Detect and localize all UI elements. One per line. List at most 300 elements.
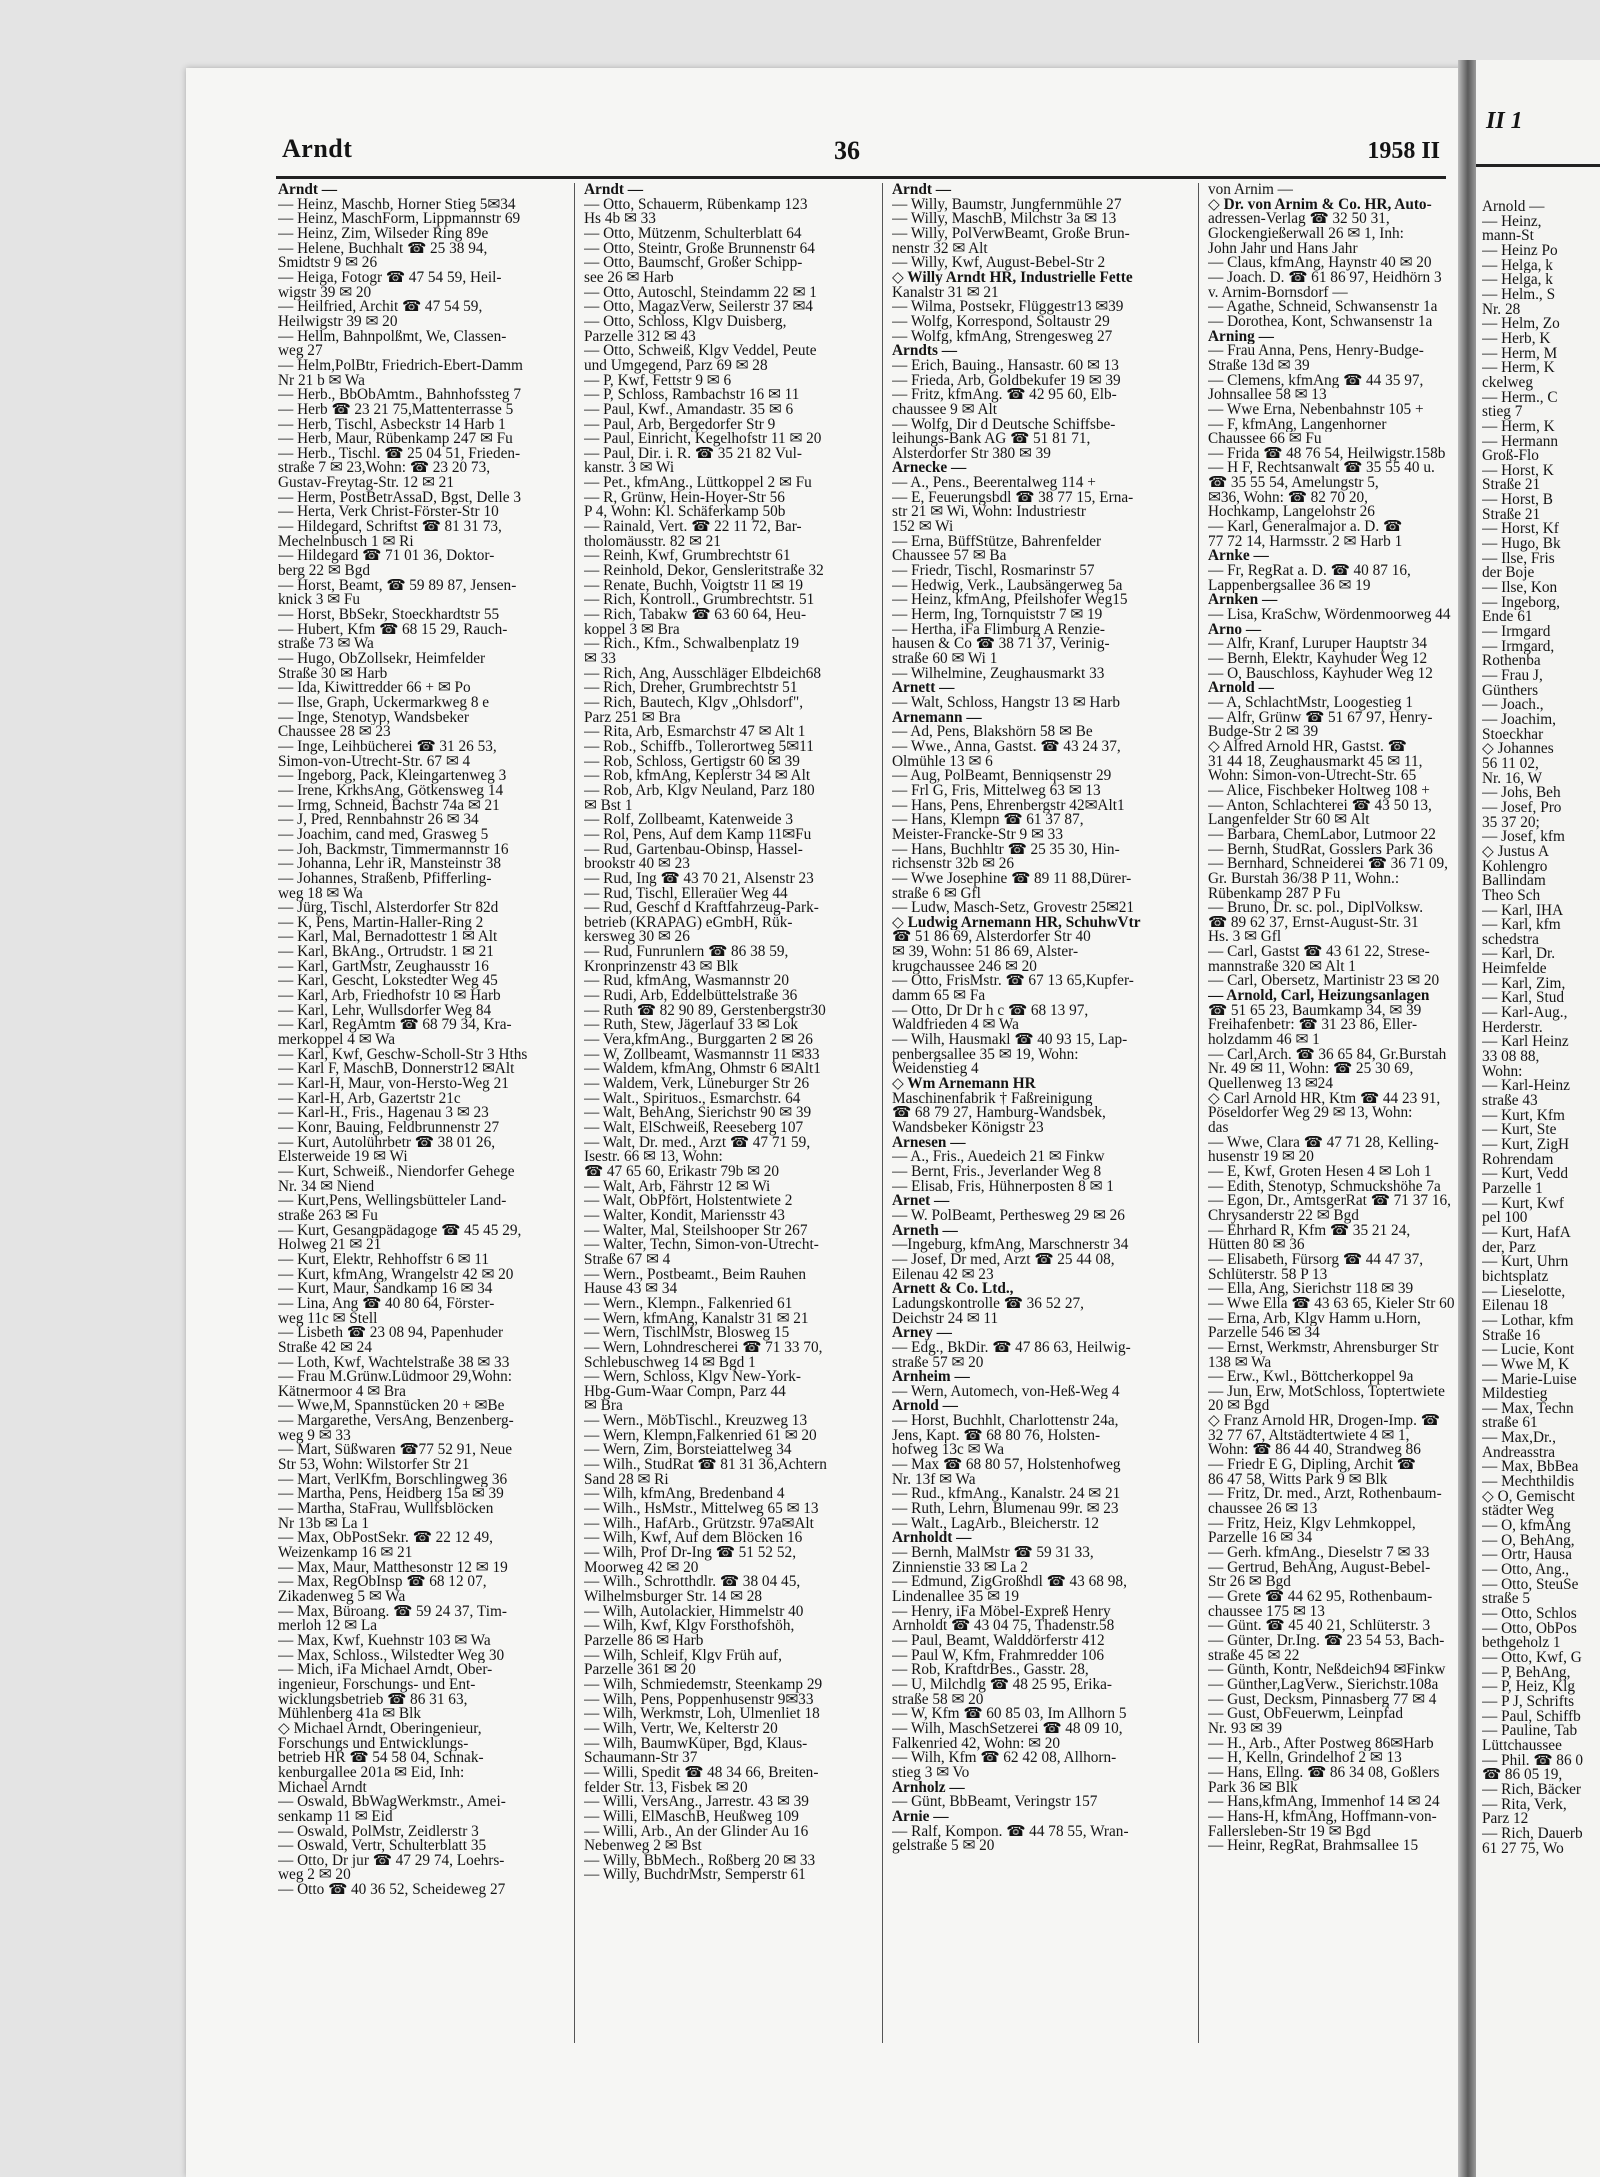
directory-entry: — Rudi, Arb, Eddelbüttelstraße 36 — [584, 989, 798, 1004]
directory-entry: Nr. 93 ✉ 39 — [1208, 1721, 1283, 1737]
directory-entry: — A, SchlachtMstr, Loogestieg 1 — [1208, 695, 1414, 711]
directory-entry: — Rob, Arb, Klgv Neuland, Parz 180 — [584, 783, 815, 799]
directory-entry: — Wilh, Kwf, Klgv Forsthofshöh, — [584, 1619, 795, 1634]
directory-entry: von Arnim — — [1208, 183, 1293, 198]
directory-entry: — Oswald, Vertr, Schulterblatt 35 — [278, 1839, 487, 1854]
directory-entry: Stoeckhar — [1482, 727, 1544, 743]
next-page-edge — [1476, 60, 1600, 2177]
directory-entry: — Erna, BüffStütze, Bahrenfelder — [892, 534, 1102, 550]
directory-entry: — Rich, Bautech, Klgv „Ohlsdorf", — [584, 695, 804, 711]
directory-entry: — Rud, Funrunlern ☎ 86 38 59, — [584, 945, 789, 960]
directory-entry: — Wilh, Kwf, Auf dem Blöcken 16 — [584, 1531, 803, 1547]
directory-entry: 77 72 14, Harmsstr. 2 ✉ Harb 1 — [1208, 534, 1403, 550]
directory-entry: — Ortr, Hausa — [1482, 1548, 1572, 1564]
directory-entry: — Helm, Zo — [1482, 317, 1560, 332]
directory-entry: — Walt, ObPfört, Holstentwiete 2 — [584, 1194, 793, 1209]
directory-entry: — Günther,LagVerw., Sierichstr.108a — [1208, 1677, 1439, 1693]
directory-entry: — Horst, B — [1482, 493, 1553, 508]
directory-entry: — W. PolBeamt, Perthesweg 29 ✉ 26 — [892, 1208, 1125, 1224]
directory-entry: — Otto, Autoschl, Steindamm 22 ✉ 1 — [584, 285, 817, 301]
directory-entry: — Otto, Kwf, G — [1482, 1650, 1582, 1666]
directory-entry: ◇ Alfred Arnold HR, Gastst. ☎ — [1208, 739, 1407, 755]
directory-entry: — Edith, Stenotyp, Schmuckshöhe 7a — [1208, 1179, 1441, 1195]
directory-entry: — Ruth, Stew, Jägerlauf 33 ✉ Lok — [584, 1018, 799, 1034]
directory-entry: — Martha, StaFrau, Wullfsblöcken — [278, 1502, 494, 1517]
directory-entry: — Mechthildis — [1482, 1475, 1575, 1490]
directory-entry: — O, Bauschloss, Kayhuder Weg 12 — [1208, 666, 1433, 682]
directory-entry: — Kurt, Uhrn — [1482, 1255, 1569, 1270]
directory-entry: — Hertha, iFa Flimburg A Renzie- — [892, 622, 1105, 638]
directory-entry: — Otto, FrisMstr. ☎ 67 13 65,Kupfer- — [892, 974, 1134, 990]
directory-entry: — Herb ☎ 23 21 75,Mattenterrasse 5 — [278, 402, 514, 418]
page-header — [186, 134, 1464, 178]
directory-entry: — Herb, Tischl, Asbeckstr 14 Harb 1 — [278, 417, 506, 433]
directory-entry: koppel 3 ✉ Bra — [584, 622, 680, 638]
directory-entry: gelstraße 5 ✉ 20 — [892, 1839, 995, 1854]
directory-entry: — Ernst, Werkmstr, Ahrensburger Str — [1208, 1340, 1439, 1356]
directory-entry: — Edg., BkDir. ☎ 47 86 63, Heilwig- — [892, 1340, 1131, 1356]
directory-entry: — Willy, Kwf, August-Bebel-Str 2 — [892, 256, 1106, 271]
directory-entry: ☎ 68 79 27, Hamburg-Wandsbek, — [892, 1106, 1106, 1121]
directory-entry: — Horst, K — [1482, 463, 1554, 479]
directory-entry: — Gertrud, BehAng, August-Bebel- — [1208, 1560, 1431, 1576]
directory-entry: — Helm,PolBtr, Friedrich-Ebert-Damm — [278, 358, 523, 374]
directory-entry: Fallersleben-Str 19 ✉ Bgd — [1208, 1824, 1371, 1840]
directory-entry: — Bernhard, Schneiderei ☎ 36 71 09, — [1208, 857, 1448, 872]
directory-entry: — Josef, Pro — [1482, 800, 1562, 816]
directory-entry: Nr. 49 ✉ 11, Wohn: ☎ 25 30 69, — [1208, 1062, 1414, 1078]
directory-entry: Eilenau 18 — [1482, 1299, 1548, 1314]
directory-entry: Wilhelmsburger Str. 14 ✉ 28 — [584, 1590, 763, 1605]
directory-entry: Mühlenberg 41a ✉ Blk — [278, 1707, 421, 1722]
directory-entry: Arnett & Co. Ltd., — [892, 1282, 1014, 1297]
directory-entry: — O, BehAng, — [1482, 1533, 1575, 1549]
directory-entry: Chrysanderstr 22 ✉ Bgd — [1208, 1208, 1359, 1224]
directory-entry: Arnholdt ☎ 43 04 75, Thadenstr.58 — [892, 1619, 1115, 1634]
directory-entry: — Herm., C — [1482, 390, 1558, 406]
directory-entry: — Herb, Maur, Rübenkamp 247 ✉ Fu — [278, 432, 513, 447]
directory-entry: Michael Arndt — [278, 1780, 367, 1796]
directory-entry: Arnett — — [892, 681, 955, 696]
directory-entry: — Paul, Beamt, Walddörferstr 412 — [892, 1633, 1105, 1649]
directory-entry: — Kurt, Autolührbetr ☎ 38 01 26, — [278, 1135, 496, 1151]
directory-entry: — Wilh, MaschSetzerei ☎ 48 09 10, — [892, 1721, 1123, 1737]
directory-entry: ☎ 51 86 69, Alsterdorfer Str 40 — [892, 930, 1091, 946]
directory-entry: Johnsallee 58 ✉ 13 — [1208, 388, 1327, 403]
directory-entry: — Ralf, Kompon. ☎ 44 78 55, Wran- — [892, 1824, 1129, 1840]
directory-entry: pel 100 — [1482, 1211, 1528, 1226]
directory-entry: — Herm, PostBetrAssaD, Bgst, Delle 3 — [278, 490, 522, 506]
directory-entry: — Wilh, Kfm ☎ 62 42 08, Allhorn- — [892, 1751, 1117, 1766]
directory-entry: — Max, Techn — [1482, 1401, 1574, 1417]
directory-entry: straße 43 — [1482, 1094, 1538, 1109]
directory-entry: — Max,Dr., — [1482, 1431, 1556, 1446]
directory-entry: — Anton, Schlachterei ☎ 43 50 13, — [1208, 798, 1432, 814]
directory-entry: — Johanna, Lehr iR, Mansteinstr 38 — [278, 857, 502, 872]
directory-entry: tholomäusstr. 82 ✉ 21 — [584, 534, 721, 550]
directory-entry: straße 58 ✉ 20 — [892, 1692, 984, 1708]
directory-entry: — Willi, ElMaschB, Heußweg 109 — [584, 1809, 799, 1825]
directory-entry: — Helm., S — [1482, 287, 1556, 303]
directory-entry: — Josef, Dr med, Arzt ☎ 25 44 08, — [892, 1252, 1115, 1268]
directory-entry: — Karl, Mal, Bernadottestr 1 ✉ Alt — [278, 930, 498, 946]
directory-entry: Gr. Burstah 36/38 P 11, Wohn.: — [1208, 871, 1400, 887]
directory-entry: der Boje — [1482, 566, 1535, 582]
directory-entry: — Walt, ElSchweiß, Reeseberg 107 — [584, 1121, 804, 1136]
directory-entry: — P, Kwf, Fettstr 9 ✉ 6 — [584, 373, 732, 389]
directory-entry: — Max ☎ 68 80 57, Holstenhofweg — [892, 1458, 1121, 1473]
directory-entry: — Wilh, Werkmstr, Loh, Ulmenliet 18 — [584, 1707, 820, 1722]
directory-entry: — Wilh, Pens, Poppenhusenstr 9✉33 — [584, 1692, 814, 1708]
directory-entry: husenstr 19 ✉ 20 — [1208, 1150, 1314, 1165]
directory-entry: Nr 21 b ✉ Wa — [278, 373, 365, 389]
directory-entry: ☎ 89 62 37, Ernst-August-Str. 31 — [1208, 915, 1419, 931]
directory-entry: — Wilh, Schleif, Klgv Früh auf, — [584, 1648, 782, 1664]
directory-entry: — Karl, Arb, Friedhofstr 10 ✉ Harb — [278, 989, 501, 1004]
directory-entry: — Karl-H, Arb, Gazertstr 21c — [278, 1091, 461, 1107]
directory-entry: — Max, Kwf, Kuehnstr 103 ✉ Wa — [278, 1633, 491, 1649]
directory-entry: — Frau Anna, Pens, Henry-Budge- — [1208, 344, 1424, 359]
directory-entry: — Wilh., Schrotthdlr. ☎ 38 04 45, — [584, 1575, 801, 1590]
directory-entry: Arnold — — [892, 1399, 958, 1415]
directory-entry: — Paul, Kwf., Amandastr. 35 ✉ 6 — [584, 402, 794, 418]
directory-entry: — Wern, Lohndrescherei ☎ 71 33 70, — [584, 1340, 823, 1356]
directory-entry: — Carl, Obersetz, Martinistr 23 ✉ 20 — [1208, 974, 1440, 990]
directory-entry: — Herm, K — [1482, 419, 1555, 435]
directory-entry: — Vera,kfmAng., Burggarten 2 ✉ 26 — [584, 1033, 813, 1048]
directory-entry: Waldfrieden 4 ✉ Wa — [892, 1018, 1019, 1034]
directory-entry: — Willi, VersAng., Jarrestr. 43 ✉ 39 — [584, 1795, 809, 1810]
directory-entry: — Rita, Verk, — [1482, 1797, 1567, 1813]
directory-entry: ◇ Ludwig Arnemann HR, SchuhwVtr — [892, 915, 1141, 931]
directory-entry: Arning — — [1208, 329, 1274, 345]
directory-entry: — Jürg, Tischl, Alsterdorfer Str 82d — [278, 901, 499, 916]
directory-entry: — Heinz Po — [1482, 243, 1558, 259]
directory-entry: ◇ Michael Arndt, Oberingenieur, — [278, 1721, 482, 1737]
directory-entry: — Wwe Ella ☎ 43 63 65, Kieler Str 60 — [1208, 1296, 1454, 1312]
directory-entry: damm 65 ✉ Fa — [892, 989, 986, 1004]
directory-entry: — H F, Rechtsanwalt ☎ 35 55 40 u. — [1208, 461, 1435, 477]
directory-entry: leihungs-Bank AG ☎ 51 81 71, — [892, 432, 1091, 447]
directory-entry: Moorweg 42 ✉ 20 — [584, 1560, 699, 1576]
directory-entry: — Kurt, Kwf — [1482, 1196, 1564, 1212]
directory-entry: — Willy, BuchdrMstr, Semperstr 61 — [584, 1868, 806, 1884]
directory-entry: Parzelle 86 ✉ Harb — [584, 1633, 704, 1649]
directory-entry: — Karl, BkAng., Ortrudstr. 1 ✉ 21 — [278, 945, 494, 960]
directory-entry: Weizenkamp 16 ✉ 21 — [278, 1546, 413, 1561]
directory-entry: — Lisbeth ☎ 23 08 94, Papenhuder — [278, 1326, 504, 1341]
column-2 — [584, 183, 872, 2043]
directory-entry: — Pauline, Tab — [1482, 1724, 1578, 1739]
directory-entry: — Phil. ☎ 86 0 — [1482, 1753, 1584, 1769]
directory-entry: ☎ 51 65 23, Baumkamp 34, ✉ 39 — [1208, 1003, 1422, 1019]
directory-entry: — Alfr, Kranf, Luruper Hauptstr 34 — [1208, 637, 1428, 652]
directory-entry: Straße 16 — [1482, 1328, 1541, 1344]
directory-entry: — Herb, K — [1482, 331, 1551, 347]
directory-entry: Hs 4b ✉ 33 — [584, 212, 656, 227]
directory-entry: — Rita, Arb, Esmarchstr 47 ✉ Alt 1 — [584, 725, 806, 740]
directory-entry: — Günter, Dr.Ing. ☎ 23 54 53, Bach- — [1208, 1633, 1445, 1649]
directory-entry: Arno — — [1208, 622, 1262, 638]
directory-entry: — Walter, Mal, Steilshooper Str 267 — [584, 1223, 808, 1239]
directory-entry: — Egon, Dr., AmtsgerRat ☎ 71 37 16, — [1208, 1194, 1451, 1209]
directory-entry: Rohrendam — [1482, 1152, 1554, 1168]
directory-entry: hofweg 13c ✉ Wa — [892, 1443, 1004, 1459]
directory-entry: weg 11c ✉ Stell — [278, 1311, 378, 1327]
directory-entry: — Heinz, kfmAng, Pfeilshofer Weg15 — [892, 593, 1128, 609]
directory-entry: — Otto, Schweiß, Klgv Veddel, Peute — [584, 344, 817, 359]
directory-entry: — Wilma, Postsekr, Flüggestr13 ✉39 — [892, 300, 1124, 315]
directory-entry: — Paul, Dir. i. R. ☎ 35 21 82 Vul- — [584, 446, 802, 462]
directory-entry: Parz 251 ✉ Bra — [584, 710, 681, 726]
directory-entry: ✉ 39, Wohn: 51 86 69, Alster- — [892, 945, 1079, 960]
directory-entry: — Carl, Gastst ☎ 43 61 22, Strese- — [1208, 945, 1430, 960]
directory-entry: — Ilse, Graph, Uckermarkweg 8 e — [278, 695, 490, 711]
directory-entry: — Karl-H., Fris., Hagenau 3 ✉ 23 — [278, 1106, 489, 1121]
directory-entry: — Frida ☎ 48 76 54, Heilwigstr.158b — [1208, 446, 1446, 462]
directory-entry: — Kurt, ZigH — [1482, 1138, 1570, 1153]
directory-entry: — Wern., MöbTischl., Kreuzweg 13 — [584, 1414, 808, 1429]
directory-entry: — Joachim, — [1482, 712, 1556, 728]
directory-entry: Mechelnbusch 1 ✉ Ri — [278, 534, 414, 550]
directory-entry: merloh 12 ✉ La — [278, 1619, 378, 1634]
directory-entry: Glockengießerwall 26 ✉ 1, Inh: — [1208, 226, 1404, 242]
directory-entry: — Hildegard, Schriftst ☎ 81 31 73, — [278, 520, 502, 535]
directory-entry: ☎ 35 55 54, Amelungstr 5, — [1208, 476, 1379, 491]
column-1 — [278, 183, 564, 2043]
directory-entry: Gustav-Freytag-Str. 12 ✉ 21 — [278, 476, 454, 491]
directory-entry: — Hans, Pens, Ehrenbergstr 42✉Alt1 — [892, 798, 1125, 814]
directory-entry: John Jahr und Hans Jahr — [1208, 241, 1358, 257]
directory-entry: Arnet — — [892, 1194, 950, 1209]
directory-entry: — Rud, Geschf d Kraftfahrzeug-Park- — [584, 901, 819, 916]
directory-entry: straße 5 — [1482, 1592, 1530, 1607]
directory-entry: — Karl, GartMstr, Zeughausstr 16 — [278, 959, 489, 975]
directory-entry: — Karl, Zim, — [1482, 976, 1566, 992]
directory-entry: — Wwe., Anna, Gastst. ☎ 43 24 37, — [892, 739, 1121, 755]
directory-entry: Heimfelde — [1482, 962, 1547, 977]
directory-entry: — Irmg, Schneid, Bachstr 74a ✉ 21 — [278, 798, 500, 814]
directory-entry: Arnheim — — [892, 1370, 970, 1385]
directory-entry: ☎ 86 05 19, — [1482, 1768, 1563, 1783]
directory-entry: Zikadenweg 5 ✉ Wa — [278, 1590, 406, 1605]
directory-entry: — A., Pens., Beerentalweg 114 + — [892, 476, 1096, 491]
directory-entry: — Wilh, Prof Dr-Ing ☎ 51 52 52, — [584, 1546, 797, 1561]
directory-entry: — Wern, Automech, von-Heß-Weg 4 — [892, 1384, 1120, 1400]
directory-entry: richsenstr 32b ✉ 26 — [892, 857, 1015, 872]
column-4 — [1208, 183, 1454, 2043]
directory-entry: Straße 30 ✉ Harb — [278, 666, 388, 682]
directory-entry: — Herb., Tischl. ☎ 25 04 51, Frieden- — [278, 446, 521, 462]
directory-entry: — Joachim, cand med, Grasweg 5 — [278, 827, 489, 843]
directory-entry: — P, Schloss, Rambachstr 16 ✉ 11 — [584, 388, 800, 403]
directory-entry: Rothenba — [1482, 654, 1541, 669]
directory-entry: — Irene, KrkhsAng, Götkensweg 14 — [278, 783, 504, 799]
directory-entry: v. Arnim-Bornsdorf — — [1208, 285, 1348, 301]
directory-entry: — Karl, RegAmtm ☎ 68 79 34, Kra- — [278, 1018, 512, 1034]
directory-entry: — Gust, ObFeuerwm, Leinpfad — [1208, 1707, 1403, 1722]
directory-entry: Nr. 28 — [1482, 302, 1521, 318]
directory-entry: — Rol, Pens, Auf dem Kamp 11✉Fu — [584, 827, 812, 843]
directory-entry: Str 26 ✉ Bgd — [1208, 1575, 1291, 1590]
directory-entry: — Rolf, Zollbeamt, Katenweide 3 — [584, 813, 794, 828]
directory-entry: — P J, Schrifts — [1482, 1694, 1575, 1710]
directory-entry: — Heiga, Fotogr ☎ 47 54 59, Heil- — [278, 270, 502, 286]
directory-entry: — Walt., LagArb., Bleicherstr. 12 — [892, 1516, 1100, 1532]
directory-entry: Arndt — — [892, 183, 952, 198]
directory-entry: — Waldem, Verk, Lüneburger Str 26 — [584, 1077, 810, 1092]
directory-entry: Parzelle 361 ✉ 20 — [584, 1663, 696, 1678]
directory-entry: ◇ Franz Arnold HR, Drogen-Imp. ☎ — [1208, 1414, 1440, 1429]
directory-entry: weg 27 — [278, 344, 323, 359]
directory-entry: ✉ Bra — [584, 1399, 623, 1415]
directory-entry: Chaussee 28 ✉ 23 — [278, 725, 391, 740]
directory-entry: — Otto, Schlos — [1482, 1607, 1577, 1622]
directory-entry: straße 60 ✉ Wi 1 — [892, 652, 998, 667]
directory-entry: — Gerh. kfmAng., Dieselstr 7 ✉ 33 — [1208, 1546, 1430, 1561]
directory-entry: str 21 ✉ Wi, Wohn: Industriestr — [892, 505, 1086, 521]
directory-entry: Schaumann-Str 37 — [584, 1751, 698, 1766]
directory-entry: Schlebuschweg 14 ✉ Bgd 1 — [584, 1355, 756, 1371]
directory-entry: — Hedwig, Verk., Laubsängerweg 5a — [892, 578, 1123, 594]
directory-entry: Straße 67 ✉ 4 — [584, 1252, 671, 1268]
directory-entry: — Horst, Beamt, ☎ 59 89 87, Jensen- — [278, 578, 517, 594]
directory-entry: — Reinh, Kwf, Grumbrechtstr 61 — [584, 549, 791, 565]
directory-entry: — Horst, Kf — [1482, 522, 1559, 538]
directory-entry: mannstraße 320 ✉ Alt 1 — [1208, 959, 1356, 975]
directory-entry: — Günt, BbBeamt, Veringstr 157 — [892, 1795, 1098, 1810]
directory-entry: — Hans-H, kfmAng, Hoffmann-von- — [1208, 1809, 1437, 1825]
directory-entry: Herderstr. — [1482, 1020, 1543, 1036]
directory-entry: — Ingeborg, Pack, Kleingartenweg 3 — [278, 769, 507, 784]
directory-entry: — Hubert, Kfm ☎ 68 15 29, Rauch- — [278, 622, 508, 638]
directory-entry: — Friedr E G, Dipling, Archit ☎ — [1208, 1458, 1416, 1473]
directory-entry: — Reinhold, Dekor, Gensleritstraße 32 — [584, 564, 824, 579]
directory-entry: — F, kfmAng, Langenhorner — [1208, 417, 1387, 433]
directory-entry: — Johannes, Straßenb, Pfifferling- — [278, 871, 492, 887]
directory-page — [186, 68, 1464, 2177]
directory-entry: — Pet., kfmAng., Lüttkoppel 2 ✉ Fu — [584, 476, 812, 491]
directory-entry: — Karl, kfm — [1482, 918, 1561, 933]
directory-entry: — Waldem, kfmAng, Ohmstr 6 ✉Alt1 — [584, 1062, 821, 1078]
directory-entry: — Karl-Heinz — [1482, 1079, 1570, 1095]
directory-entry: — Fritz, Dr. med., Arzt, Rothenbaum- — [1208, 1487, 1442, 1503]
directory-entry: penbergsallee 35 ✉ 19, Wohn: — [892, 1047, 1079, 1063]
directory-entry: — Kurt, Vedd — [1482, 1167, 1568, 1182]
directory-entry: — Wilh, Vertr, We, Kelterstr 20 — [584, 1721, 778, 1737]
directory-entry: — Kurt, Elektr, Rehhoffstr 6 ✉ 11 — [278, 1252, 490, 1268]
directory-entry: Arnie — — [892, 1809, 949, 1825]
directory-entry: berg 22 ✉ Bgd — [278, 564, 370, 579]
directory-entry: — Kurt, kfmAng, Wrangelstr 42 ✉ 20 — [278, 1267, 514, 1283]
directory-entry: — Wern., Postbeamt., Beim Rauhen — [584, 1267, 806, 1283]
directory-entry: — Edmund, ZigGroßhdl ☎ 43 68 98, — [892, 1575, 1127, 1590]
column-divider — [882, 183, 883, 2043]
directory-entry: — Inge, Leihbücherei ☎ 31 26 53, — [278, 739, 497, 755]
directory-entry: — Helga, k — [1482, 273, 1553, 288]
directory-entry: Maschinenfabrik † Faßreinigung — [892, 1091, 1093, 1107]
directory-entry: — Rud, Tischl, Elleraüer Weg 44 — [584, 886, 788, 902]
directory-entry: — Marie-Luise — [1482, 1372, 1577, 1388]
directory-entry: — R, Grünw, Hein-Hoyer-Str 56 — [584, 490, 785, 506]
directory-entry: — Rud, kfmAng, Wasmannstr 20 — [584, 974, 789, 990]
directory-entry: — Wolfg, Dir d Deutsche Schiffsbe- — [892, 417, 1116, 433]
directory-entry: straße 57 ✉ 20 — [892, 1355, 984, 1371]
directory-entry: — Wern, TischlMstr, Blosweg 15 — [584, 1326, 790, 1341]
directory-entry: Arnold — — [1482, 200, 1545, 215]
directory-entry: — Max, BbBea — [1482, 1460, 1579, 1476]
directory-entry: — Wern, Zim, Borsteiattelweg 34 — [584, 1443, 792, 1459]
directory-entry: chaussee 175 ✉ 13 — [1208, 1604, 1325, 1620]
directory-entry: — Otto, Dr jur ☎ 47 29 74, Loehrs- — [278, 1853, 505, 1869]
directory-entry: — Paul, Einricht, Kegelhofstr 11 ✉ 20 — [584, 432, 822, 447]
directory-entry: — Rud, Ing ☎ 43 70 21, Alsenstr 23 — [584, 871, 814, 887]
directory-entry: Groß-Flo — [1482, 449, 1539, 464]
directory-entry: Nr. 16, W — [1482, 771, 1543, 787]
directory-entry: — Wilh., HsMstr., Mittelweg 65 ✉ 13 — [584, 1502, 819, 1517]
directory-entry: Pöseldorfer Weg 29 ✉ 13, Wohn: — [1208, 1106, 1413, 1121]
directory-entry: weg 18 ✉ Wa — [278, 886, 363, 902]
directory-entry: — Paul, Arb, Bergedorfer Str 9 — [584, 417, 776, 433]
directory-entry: — Wwe, Clara ☎ 47 71 28, Kelling- — [1208, 1135, 1439, 1151]
directory-entry: Wohn: ☎ 86 44 40, Strandweg 86 — [1208, 1443, 1421, 1459]
directory-entry: — Wolfg, Korrespond, Soltaustr 29 — [892, 314, 1110, 330]
directory-entry: Isestr. 66 ✉ 13, Wohn: — [584, 1150, 723, 1165]
directory-entry: — Loth, Kwf, Wachtelstraße 38 ✉ 33 — [278, 1355, 510, 1371]
directory-entry: straße 6 ✉ Gfl — [892, 886, 981, 902]
directory-entry: chaussee 26 ✉ 13 — [1208, 1502, 1318, 1517]
column-3 — [892, 183, 1188, 2043]
directory-entry: — Ilse, Fris — [1482, 551, 1555, 567]
directory-entry: — Martha, Pens, Heidberg 15a ✉ 39 — [278, 1487, 504, 1503]
directory-entry: ◇ Willy Arndt HR, Industrielle Fette — [892, 270, 1133, 286]
directory-entry: weg 2 ✉ 20 — [278, 1868, 351, 1884]
directory-entry: nenstr 32 ✉ Alt — [892, 241, 988, 257]
directory-entry: 138 ✉ Wa — [1208, 1355, 1272, 1371]
directory-entry: — Mart, VerlKfm, Borschlingweg 36 — [278, 1472, 508, 1488]
directory-entry: — Karl-H, Maur, von-Hersto-Weg 21 — [278, 1077, 509, 1092]
directory-entry: — Wilhelmine, Zeughausmarkt 33 — [892, 666, 1105, 682]
directory-entry: — Lucie, Kont — [1482, 1343, 1575, 1358]
directory-entry: — Heinz, Maschb, Horner Stieg 5✉34 — [278, 197, 516, 213]
directory-entry: der, Parz — [1482, 1240, 1536, 1256]
directory-entry: — Lothar, kfm — [1482, 1313, 1574, 1329]
directory-entry: — Hugo, Bk — [1482, 537, 1561, 552]
directory-entry: Hbg-Gum-Waar Compn, Parz 44 — [584, 1384, 786, 1400]
directory-entry: — Max, Schloss., Wilstedter Weg 30 — [278, 1648, 505, 1664]
directory-entry: Parz 12 — [1482, 1812, 1529, 1827]
directory-entry: — Karl F, MaschB, Donnerstr12 ✉Alt — [278, 1062, 515, 1078]
directory-entry: — Max, Büroang. ☎ 59 24 37, Tim- — [278, 1604, 507, 1620]
directory-entry: — Rud, Gartenbau-Obinsp, Hassel- — [584, 842, 803, 858]
directory-entry: — Elisab, Fris, Hühnerposten 8 ✉ 1 — [892, 1179, 1114, 1195]
directory-entry: P 4, Wohn: Kl. Schäferkamp 50b — [584, 505, 786, 521]
directory-entry: — Wilh, Autolackier, Himmelstr 40 — [584, 1604, 804, 1620]
directory-entry: hausen & Co ☎ 38 71 37, Verinig- — [892, 637, 1110, 652]
directory-entry: — Erich, Bauing., Hansastr. 60 ✉ 13 — [892, 358, 1119, 374]
page-number: 36 — [834, 136, 860, 165]
directory-entry: — Günth, Kontr, Neßdeich94 ✉Finkw — [1208, 1663, 1446, 1678]
directory-entry: — Günt. ☎ 45 40 21, Schlüterstr. 3 — [1208, 1619, 1431, 1634]
directory-entry: krugchaussee 246 ✉ 20 — [892, 959, 1037, 975]
directory-entry: straße 263 ✉ Fu — [278, 1208, 378, 1224]
directory-entry: Rübenkamp 287 P Fu — [1208, 886, 1341, 902]
directory-entry: — Otto ☎ 40 36 52, Scheideweg 27 — [278, 1883, 506, 1898]
directory-entry: ◇ Johannes — [1482, 742, 1554, 757]
directory-entry: — Fritz, kfmAng. ☎ 42 95 60, Elb- — [892, 388, 1117, 403]
directory-entry: — Rainald, Vert. ☎ 22 11 72, Bar- — [584, 520, 802, 535]
running-head-surname: Arndt — [282, 134, 353, 163]
